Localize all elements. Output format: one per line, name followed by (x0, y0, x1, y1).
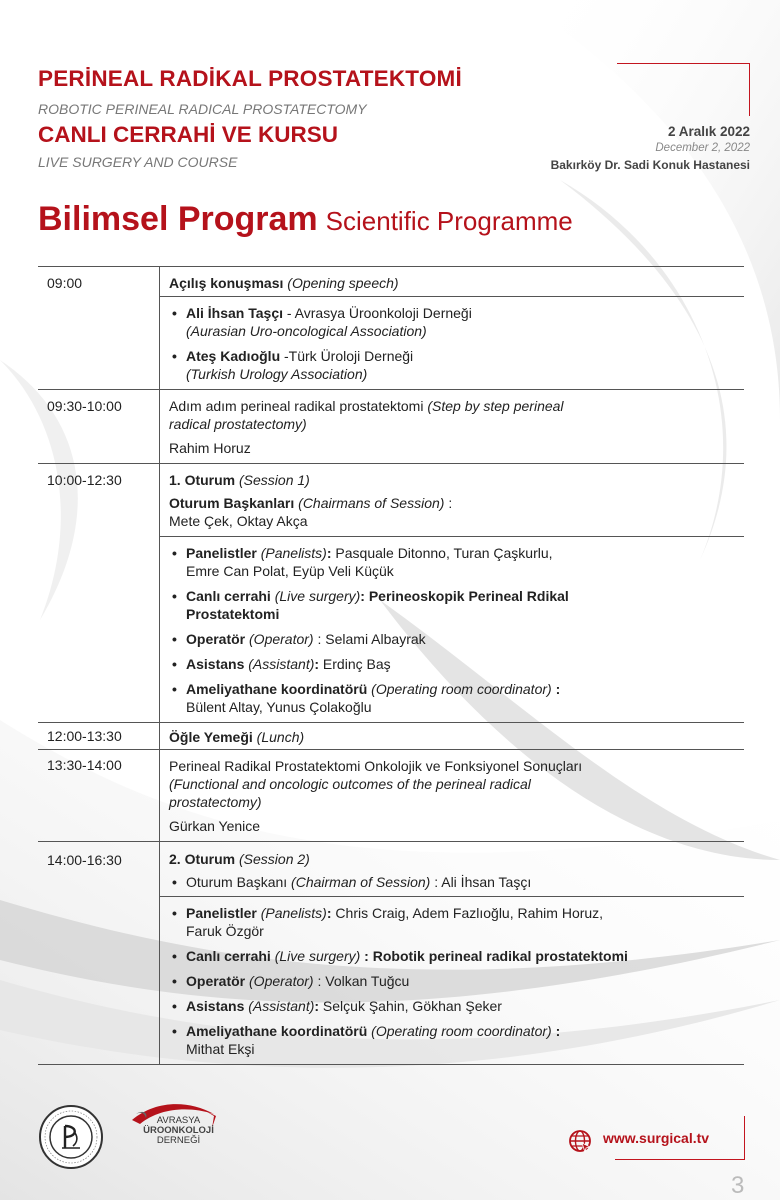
time-cell: 10:00-12:30 (38, 464, 160, 722)
list-item: • Operatör (Operator) : Volkan Tuğcu (160, 972, 744, 990)
content-cell (160, 750, 744, 841)
list-item: • Canlı cerrahi (Live surgery) : Robotik perineal radikal prostatektomi (160, 947, 744, 965)
schedule-row (38, 723, 744, 750)
opening-speech-english: (Opening speech) (283, 275, 399, 291)
operator-name: : Selami Albayrak (313, 631, 426, 647)
talk-speaker: Gürkan Yenice (169, 818, 261, 834)
talk-title: Adım adım perineal radikal prostatektomi (169, 398, 428, 414)
assistant-name: Erdinç Baş (319, 656, 391, 672)
event-venue: Bakırköy Dr. Sadi Konuk Hastanesi (550, 158, 750, 172)
panelists: Pasquale Ditonno, Turan Çaşkurlu, (331, 545, 553, 561)
event-date: 2 Aralık 2022 (667, 124, 750, 139)
talk-title-english: radical prostatectomy) (169, 416, 307, 432)
globe-icon (568, 1129, 592, 1153)
content-cell (160, 267, 744, 389)
event-title-english: ROBOTIC PERINEAL RADICAL PROSTATECTOMY (38, 101, 367, 117)
chairs-label-english: (Chairmans of Session) (294, 495, 445, 511)
session-title: 1. Oturum (169, 472, 236, 488)
page-number: 3 (731, 1172, 745, 1199)
panelists: Faruk Özgör (186, 923, 264, 939)
lunch-title: Öğle Yemeği (169, 729, 253, 745)
panelists: Emre Can Polat, Eyüp Veli Küçük (186, 563, 394, 579)
list-item: • Operatör (Operator) : Selami Albayrak (160, 630, 744, 648)
event-date-english: December 2, 2022 (655, 142, 750, 154)
speaker-organization-english: (Aurasian Uro-oncological Association) (186, 323, 427, 339)
time-cell: 09:30-10:00 (38, 390, 160, 463)
speaker-name: Ateş Kadıoğlu (186, 348, 281, 364)
chairs-label: Oturum Başkanları (169, 495, 295, 511)
list-item: • Ameliyathane koordinatörü (Operating room coordinator) : (160, 1022, 744, 1040)
list-item: • Panelistler (Panelists): Pasquale Ditonno, Turan Çaşkurlu, (160, 544, 744, 562)
panelists: Chris Craig, Adem Fazlıoğlu, Rahim Horuz, (331, 905, 604, 921)
list-item: • Panelistler (Panelists): Chris Craig, Adem Fazlıoğlu, Rahim Horuz, (160, 904, 744, 922)
time-cell: 14:00-16:30 (38, 842, 160, 1064)
assistant-name: Selçuk Şahin, Gökhan Şeker (319, 998, 502, 1014)
schedule-row (38, 842, 744, 1065)
talk-title-english: prostatectomy) (169, 794, 262, 810)
event-subtitle: CANLI CERRAHİ VE KURSU (38, 122, 339, 147)
chair-name: : Ali İhsan Taşçı (430, 874, 532, 890)
list-item: • Ameliyathane koordinatörü (Operating room coordinator) : (160, 680, 744, 698)
event-title: PERİNEAL RADİKAL PROSTATEKTOMİ (38, 66, 462, 91)
talk-speaker: Rahim Horuz (169, 440, 251, 456)
chairs-names: Mete Çek, Oktay Akça (169, 513, 308, 529)
talk-title-english: (Functional and oncologic outcomes of the perineal radical (169, 776, 531, 792)
coordinator-names: Bülent Altay, Yunus Çolakoğlu (186, 699, 372, 715)
content-cell: 1. Oturum (Session 1) Oturum Başkanları (Chairmans of Session) : Mete Çek, Oktay Akça • Panelistler (Panelists): Pasquale Ditonno, Turan Çaşkurlu, Emre Can Polat, Eyüp Veli Küçük • Canlı cerrahi (Live surgery): Perineoskopik Perineal Rdikal Prostatektomi • Operatör (Operator) : Selami Albayrak • Asistans (Assistant): Erdinç Baş • Ameliyathane koordinatörü (Operating room coordinator) : Bülent Altay, Yunus Çolakoğlu (160, 464, 744, 722)
schedule-table (38, 266, 744, 1065)
time-cell: 12:00-13:30 (38, 723, 160, 749)
session-title: 2. Oturum (169, 851, 236, 867)
session-title-english: (Session 1) (235, 472, 310, 488)
content-cell (160, 390, 744, 463)
time-cell: 13:30-14:00 (38, 750, 160, 841)
operator-name: : Volkan Tuğcu (313, 973, 410, 989)
schedule-row (38, 267, 744, 390)
event-subtitle-english: LIVE SURGERY AND COURSE (38, 154, 238, 170)
list-item: • Oturum Başkanı (Chairman of Session) : Ali İhsan Taşçı (160, 873, 744, 891)
opening-speech-title: Açılış konuşması (169, 275, 284, 291)
schedule-row (38, 464, 744, 723)
speaker-organization: -Türk Üroloji Derneği (280, 348, 414, 364)
list-item: • Asistans (Assistant): Erdinç Baş (160, 655, 744, 673)
talk-title: Perineal Radikal Prostatektomi Onkolojik ve Fonksiyonel Sonuçları (169, 758, 583, 774)
speaker-organization-english: (Turkish Urology Association) (186, 366, 368, 382)
program-title-english: Scientific Programme (325, 206, 573, 236)
schedule-row (38, 390, 744, 464)
session-title-english: (Session 2) (235, 851, 310, 867)
program-title: Bilimsel Program (38, 200, 318, 238)
lunch-title-english: (Lunch) (252, 729, 305, 745)
content-cell (160, 842, 744, 1064)
speaker-organization: - Avrasya Üroonkoloji Derneği (283, 305, 472, 321)
program-heading (38, 200, 573, 239)
list-item (160, 304, 744, 322)
website-link[interactable]: www.surgical.tv (603, 1130, 710, 1146)
turkish-urology-association-logo (38, 1104, 104, 1170)
eurasian-urooncology-logo-text: AVRASYA ÜROONKOLOJİ DERNEĞİ (143, 1115, 214, 1146)
live-surgery-title: Prostatektomi (186, 606, 280, 622)
live-surgery-title: : Robotik perineal radikal prostatektomi (360, 948, 628, 964)
live-surgery-title: : Perineoskopik Perineal Rdikal (360, 588, 569, 604)
list-item: • Asistans (Assistant): Selçuk Şahin, Gökhan Şeker (160, 997, 744, 1015)
list-item: • Canlı cerrahi (Live surgery): Perineoskopik Perineal Rdikal (160, 587, 744, 605)
header-corner-line (617, 63, 750, 116)
list-item (160, 347, 744, 365)
speaker-name: Ali İhsan Taşçı (186, 305, 283, 321)
coordinator-names: Mithat Ekşi (186, 1041, 255, 1057)
content-cell (160, 723, 744, 749)
time-cell: 09:00 (38, 267, 160, 389)
schedule-row (38, 750, 744, 842)
talk-title-english: (Step by step perineal (427, 398, 564, 414)
